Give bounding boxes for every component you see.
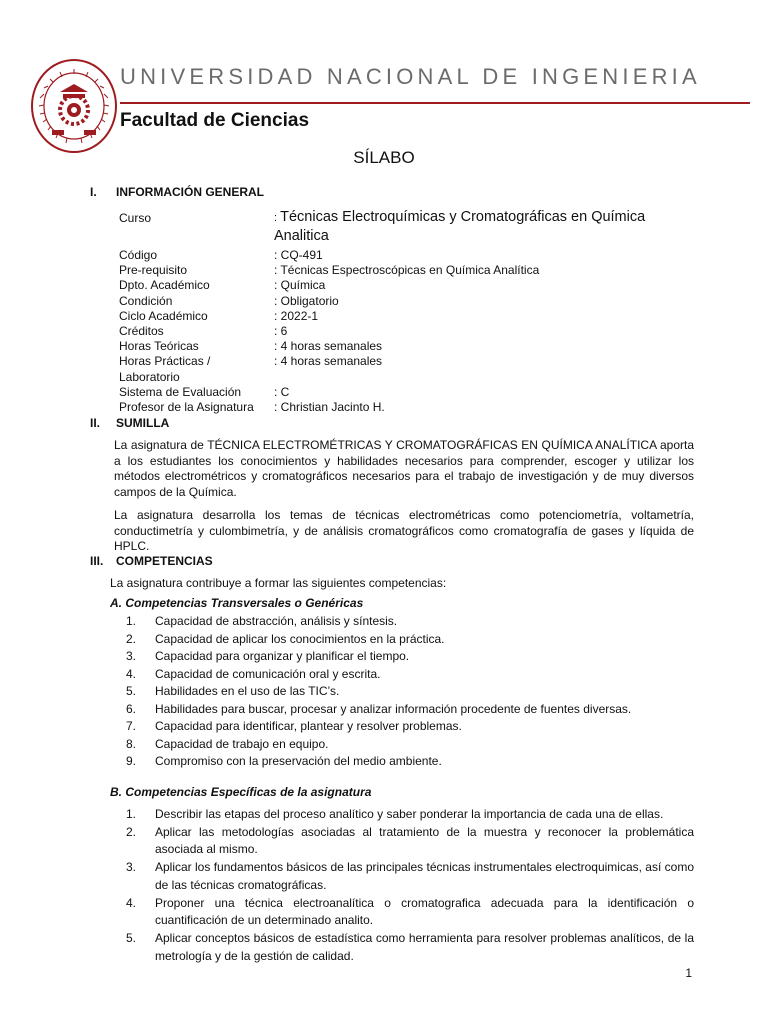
info-label: Sistema de Evaluación (119, 384, 242, 399)
info-row (119, 278, 694, 293)
list-item-number: 2. (126, 824, 137, 839)
info-value: : Obligatorio (274, 293, 339, 308)
course-name-text: Técnicas Electroquímicas y Cromatográficas en Química Analitica (274, 209, 646, 244)
info-value: : 2022-1 (274, 308, 319, 323)
section-title: SUMILLA (116, 416, 170, 430)
list-item (126, 859, 694, 894)
info-row (119, 400, 694, 415)
list-item-text: Aplicar conceptos básicos de estadística como herramienta para resolver problemas analíticos, de la metrología y de la gestión de calidad. (155, 931, 694, 963)
info-label: Condición (119, 293, 173, 308)
list-item (126, 648, 694, 666)
list-item-number: 4. (126, 895, 137, 910)
section-number: II. (90, 416, 101, 430)
info-row-course (119, 208, 694, 245)
list-item-number: 5. (126, 931, 137, 946)
section-heading-competencies (90, 554, 213, 568)
info-value: : CQ-491 (274, 248, 323, 262)
document-title: SÍLABO (353, 148, 415, 167)
list-item-number: 9. (126, 754, 137, 768)
list-item (126, 824, 694, 859)
course-name: : Técnicas Electroquímicas y Cromatográficas en Química Analitica (274, 209, 646, 244)
list-item-number: 1. (126, 807, 137, 821)
info-label: Horas Teóricas (119, 339, 199, 354)
info-value: : Química (274, 278, 326, 293)
page-number: 1 (685, 966, 692, 980)
list-item (126, 736, 694, 754)
university-seal-logo (30, 58, 118, 154)
list-item-text: Aplicar las metodologías asociadas al tratamiento de la muestra y reconocer la problemática asociada al mismo. (155, 824, 694, 857)
info-row (119, 324, 694, 339)
list-item-text: Habilidades para buscar, procesar y analizar información procedente de fuentes diversas. (155, 701, 632, 716)
list-item-text: Capacidad para identificar, plantear y resolver problemas. (155, 719, 462, 733)
info-label: Pre-requisito (119, 263, 188, 278)
info-row (119, 248, 694, 263)
section-heading-summary (90, 416, 169, 430)
list-item-number: 6. (126, 701, 137, 716)
list-item-text: Capacidad de aplicar los conocimientos en la práctica. (155, 631, 445, 646)
section-number: I. (90, 185, 97, 199)
specific-competencies-list (126, 806, 694, 965)
list-item (126, 930, 694, 965)
list-item-number: 8. (126, 736, 137, 751)
list-item-number: 4. (126, 666, 137, 681)
section-title: COMPETENCIAS (116, 554, 213, 568)
info-row (119, 263, 694, 278)
info-value: : Christian Jacinto H. (274, 400, 385, 415)
list-item-text: Capacidad de comunicación oral y escrita. (155, 666, 381, 681)
list-item-text: Capacidad para organizar y planificar el tiempo. (155, 649, 410, 663)
list-item (126, 701, 694, 719)
info-label: Profesor de la Asignatura (119, 400, 254, 415)
info-value: : 4 horas semanales (274, 339, 383, 354)
info-row (119, 385, 694, 400)
list-item-number: 3. (126, 860, 137, 875)
list-item-text: Describir las etapas del proceso analítico y saber ponderar la importancia de cada una de ellas. (155, 807, 664, 821)
list-item-number: 2. (126, 631, 137, 646)
list-item (126, 718, 694, 736)
info-label: Créditos (119, 324, 164, 339)
list-item-text: Habilidades en el uso de las TIC’s. (155, 684, 340, 698)
list-item-number: 5. (126, 684, 137, 698)
info-row (119, 309, 694, 324)
summary-paragraph-1: La asignatura de TÉCNICA ELECTROMÉTRICAS Y CROMATOGRÁFICAS EN QUÍMICA ANALÍTICA aporta a los estudiantes los conocimientos y habilidades necesarios para comprender, escoger y utilizar los métodos electrométricos y cromatográficos necesarios para el trabajo de investigación y de muy diversos campos de la Química. (114, 438, 694, 499)
list-item (126, 683, 694, 701)
info-label: Código (119, 248, 158, 262)
list-item (126, 631, 694, 649)
info-row (119, 339, 694, 354)
list-item (126, 753, 694, 771)
summary-paragraph-2: La asignatura desarrolla los temas de técnicas electrométricas como potenciometría, voltametría, conductimetría y culombimetría, y de análisis cromatográficos como cromatografía de gases y líquida de HPLC. (114, 508, 694, 554)
list-item-number: 1. (126, 614, 137, 628)
subheading-specific-competencies: B. Competencias Específicas de la asignatura (110, 785, 372, 799)
info-row (119, 294, 694, 309)
info-value: : 4 horas semanales (274, 354, 383, 369)
list-item-text: Compromiso con la preservación del medio ambiente. (155, 754, 442, 768)
faculty-name: Facultad de Ciencias (120, 110, 310, 131)
list-item (126, 895, 694, 930)
section-number: III. (90, 554, 104, 568)
section-heading-general-info (90, 185, 264, 199)
info-value: : 6 (274, 324, 288, 339)
info-value: : Técnicas Espectroscópicas en Química Analítica (274, 263, 540, 278)
university-name: UNIVERSIDAD NACIONAL DE INGENIERIA (120, 64, 701, 89)
info-label: Dpto. Académico (119, 278, 210, 293)
section-title: INFORMACIÓN GENERAL (116, 185, 264, 199)
list-item (126, 613, 694, 631)
generic-competencies-list (126, 613, 694, 771)
general-info-table (119, 208, 694, 415)
list-item-number: 7. (126, 719, 137, 733)
competencies-intro: La asignatura contribuye a formar las siguientes competencias: (110, 576, 447, 590)
subheading-generic-competencies: A. Competencias Transversales o Genéricas (110, 596, 364, 610)
list-item-text: Capacidad de abstracción, análisis y síntesis. (155, 614, 398, 628)
list-item (126, 806, 694, 824)
list-item (126, 666, 694, 684)
info-label: Ciclo Académico (119, 308, 208, 323)
info-value: : C (274, 384, 290, 399)
info-row (119, 354, 694, 384)
list-item-text: Aplicar los fundamentos básicos de las principales técnicas instrumentales electroquimicas, así como de las técnicas cromatográficas. (155, 860, 694, 892)
header-divider (120, 102, 750, 104)
list-item-text: Capacidad de trabajo en equipo. (155, 736, 329, 751)
info-label: Horas Prácticas / Laboratorio (119, 354, 211, 384)
info-label: Curso (119, 211, 152, 225)
list-item-text: Proponer una técnica electroanalítica o cromatografica adecuada para la identificación o cuantificación de un determinado analito. (155, 895, 694, 928)
list-item-number: 3. (126, 649, 137, 663)
